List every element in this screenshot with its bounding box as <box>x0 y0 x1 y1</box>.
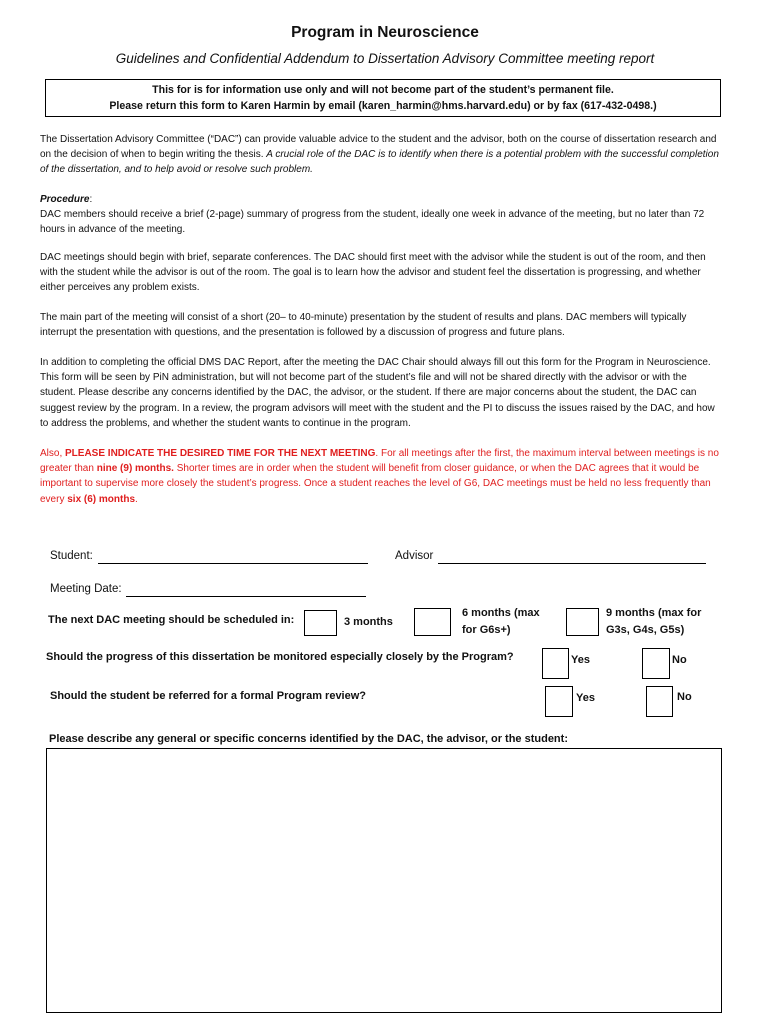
meeting-date-field[interactable] <box>126 596 366 597</box>
checkbox-review-yes[interactable] <box>545 686 573 717</box>
warning-part-d: nine (9) months. <box>96 463 174 475</box>
monitor-no-label: No <box>672 654 687 666</box>
procedure-heading-text: Procedure <box>40 194 90 205</box>
procedure-heading-colon: : <box>89 194 93 205</box>
option-9-months-label <box>606 605 701 639</box>
checkbox-9-months[interactable] <box>566 608 599 636</box>
notice-box <box>45 79 721 117</box>
option-6-months-line-1: 6 months (max <box>462 607 540 619</box>
procedure-paragraph-4: In addition to completing the official DMS DAC Report, after the meeting the DAC Chair should always fill out this form for the Program in Neuroscience. This form will be seen by PiN administration, but will not become part of the student’s file and will not be shared directly with the advisor or with the student. Please describe any concerns identified by the DAC, the advisor, or the student. If there are major concerns about the student, the DAC can suggest review by the program. In a review, the program advisors will meet with the student and the PI to discuss the issues raised by the DAC, and how to address the problems, and whether the student wants to continue in the program. <box>40 357 715 429</box>
warning-part-a: Also, <box>40 448 66 459</box>
procedure-paragraph-3: The main part of the meeting will consist of a short (20– to 40-minute) presentation by the student of results and plans. DAC members will typically interrupt the presentation with questions, and the presentation is followed by a discussion of progress and future plans. <box>40 312 687 339</box>
student-label: Student: <box>50 550 93 562</box>
notice-line-2: Please return this form to Karen Harmin by email (karen_harmin@hms.harvard.edu) or by fax (617-432-0498.) <box>109 99 657 112</box>
intro-text: The Dissertation Advisory Committee (“DAC”) can provide valuable advice to the student and the advisor, both on the course of dissertation research and on the decision of when to begin writing the thesis. <box>40 134 717 161</box>
advisor-field[interactable] <box>438 563 706 564</box>
warning-part-e: Shorter times are in order when the student will benefit from closer guidance, or when the DAC agrees that it would be important to supervise more closely the student’s progress. Once a student reaches the level of G6, DAC meetings must be held no less frequently than every <box>40 463 711 505</box>
concerns-textarea[interactable] <box>46 748 722 1013</box>
meeting-date-label: Meeting Date: <box>50 583 122 595</box>
option-6-months-line-2: for G6s+) <box>462 624 511 636</box>
intro-paragraph <box>40 132 725 178</box>
checkbox-monitor-yes[interactable] <box>542 648 569 679</box>
option-9-months-line-1: 9 months (max for <box>606 607 702 619</box>
next-meeting-question: The next DAC meeting should be scheduled in: <box>48 614 295 626</box>
checkbox-6-months[interactable] <box>414 608 451 636</box>
student-field[interactable] <box>98 563 368 564</box>
option-9-months-line-2: G3s, G4s, G5s) <box>606 624 685 636</box>
next-meeting-warning <box>40 446 725 507</box>
procedure-heading <box>40 192 725 207</box>
procedure-paragraph-2: DAC meetings should begin with brief, separate conferences. The DAC should first meet with the advisor while the student is out of the room, and then with the student while the advisor is out of the room. The goal is to learn how the advisor and student feel the dissertation is progressing, and whether either perceives any problem exists. <box>40 252 706 294</box>
advisor-label: Advisor <box>395 550 434 562</box>
checkbox-review-no[interactable] <box>646 686 673 717</box>
option-6-months-label <box>462 605 540 639</box>
checkbox-monitor-no[interactable] <box>642 648 670 679</box>
option-3-months-label: 3 months <box>344 616 393 628</box>
warning-part-f: six (6) months <box>67 493 136 505</box>
monitor-yes-label: Yes <box>571 654 590 666</box>
intro-emphasis: A crucial role of the DAC is to identify when there is a potential problem with the successful completion of the dissertation, and to help avoid or resolve such problem. <box>40 149 719 176</box>
review-question: Should the student be referred for a formal Program review? <box>50 690 367 702</box>
warning-part-g: . <box>135 493 138 505</box>
page-title: Program in Neuroscience <box>291 24 479 41</box>
concerns-label: Please describe any general or specific concerns identified by the DAC, the advisor, or the student: <box>49 733 568 745</box>
notice-line-1: This for is for information use only and will not become part of the student’s permanent file. <box>152 84 614 96</box>
review-no-label: No <box>677 691 692 703</box>
monitor-question: Should the progress of this dissertation be monitored especially closely by the Program? <box>46 651 514 663</box>
review-yes-label: Yes <box>576 692 595 704</box>
warning-part-b: PLEASE INDICATE THE DESIRED TIME FOR THE NEXT MEETING <box>65 448 376 459</box>
checkbox-3-months[interactable] <box>304 610 337 636</box>
page-subtitle: Guidelines and Confidential Addendum to Dissertation Advisory Committee meeting report <box>115 51 655 66</box>
warning-part-c: . For all meetings after the first, the maximum interval between meetings is no greater than <box>40 448 719 475</box>
procedure-paragraph-1: DAC members should receive a brief (2-page) summary of progress from the student, ideally one week in advance of the meeting, but no later than 72 hours in advance of the meeting. <box>40 209 705 236</box>
